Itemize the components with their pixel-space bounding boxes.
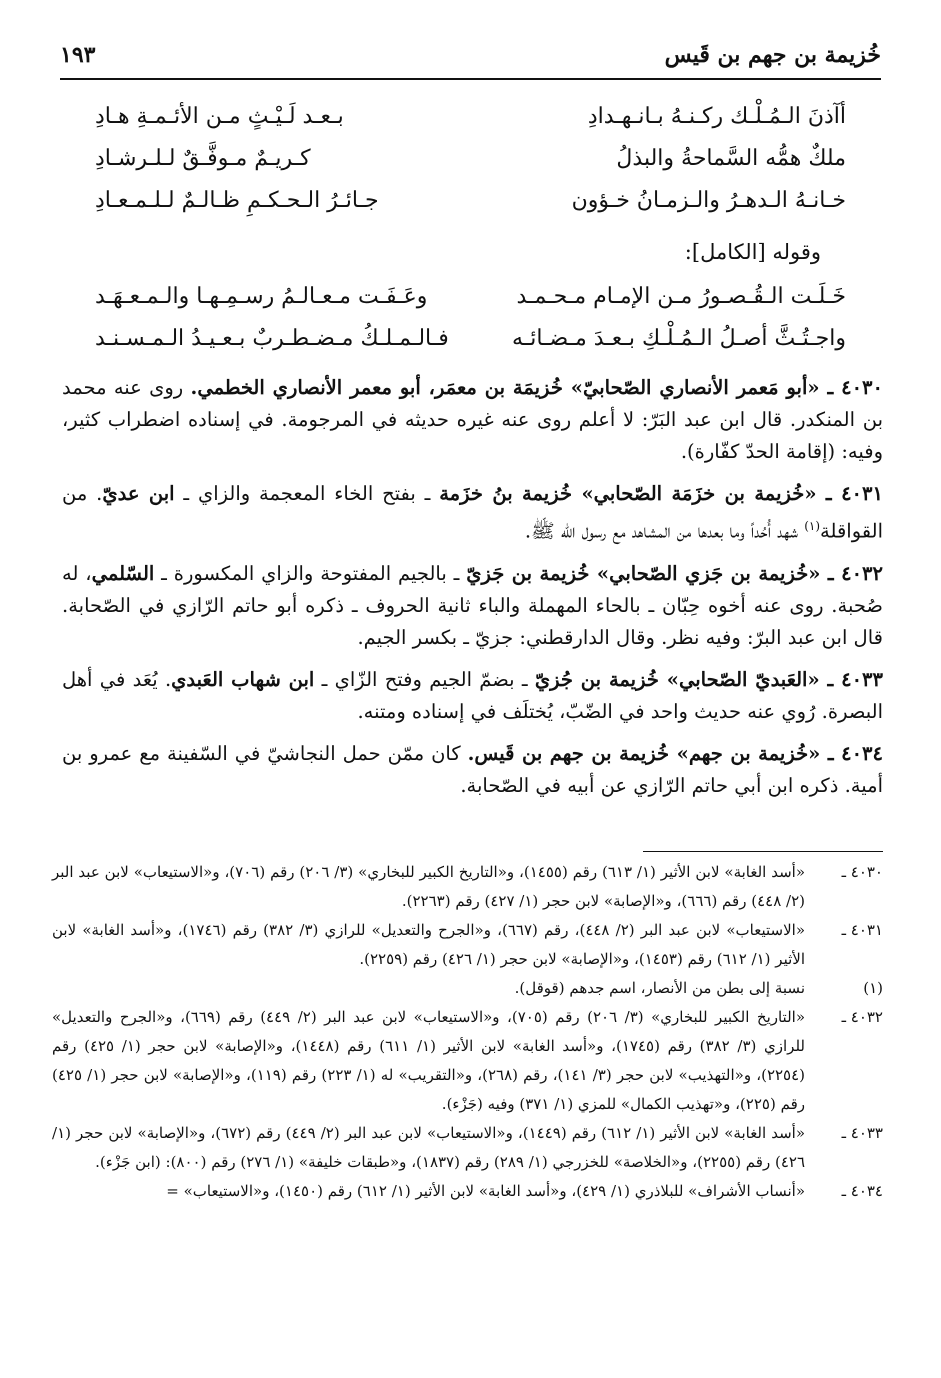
page-header xyxy=(60,38,881,80)
footnote xyxy=(52,858,883,916)
entry-4032 xyxy=(62,558,883,654)
entry-body: ـ بفتح الخاء المعجمة والزاي ـ xyxy=(174,482,440,505)
verse-first-hemistich: خـانـهُ الـدهـرُ والـزمـانُ خـؤون xyxy=(571,188,846,213)
entry-body: ـ بضمّ الجيم وفتح الزّاي ـ xyxy=(314,667,535,691)
verse-second-hemistich: جـائـرُ الـحـكـمِ ظـالـمٌ لـلـمـعـادِ xyxy=(95,188,379,213)
entry-body: شهد أُحُداً وما بعدها من المشاهد مع رسول الله ﷺ. xyxy=(524,519,805,543)
verse-first-hemistich: ملكٌ همُّه السَّماحةُ والبذلُ xyxy=(616,146,846,171)
poem-second xyxy=(95,284,846,368)
footnote-number: ٤٠٣٣ ـ xyxy=(841,1124,883,1142)
entry-heading: ٤٠٣٤ ـ «خُزيمة بن جهم» خُزيمة بن جهم بن قَيس. xyxy=(467,741,883,765)
entry-body: كان ممّن حمل النجاشيّ في السّفينة مع عمرو بن أمية. ذكره ابن أبي حاتم الرّازي عن أبيه في الصّحابة. xyxy=(62,741,883,797)
footnote xyxy=(52,1003,883,1119)
verse-second-hemistich: فـالـمـلـكُ مـضـطـربٌ بـعـيـدُ الـمـسـنـد xyxy=(95,326,449,351)
entry-lineage: السّلمي xyxy=(91,561,155,585)
footnote-number: ٤٠٣١ ـ xyxy=(841,921,883,939)
verse xyxy=(95,326,846,368)
running-title: خُزيمة بن جهم بن قَيس xyxy=(664,42,881,68)
entry-body: . يُعَد في أهل البصرة. رُوي عنه حديث واحد في الضّبّ، يُختلَف في إسناده ومتنه. xyxy=(62,667,883,723)
footnote-text: «أسد الغابة» لابن الأثير (١/ ٦١٢) رقم (١٤٤٩)، و«الاستيعاب» لابن عبد البر (٢/ ٤٤٩) رقم (٦٧٢)، و«الإصابة» لابن حجر (١/ ٤٢٦) رقم (٢٢٥٥)، و«الخلاصة» للخزرجي (١/ ٢٨٩) رقم (١٨٣٧)، و«طبقات خليفة» (١/ ٢٧٦) رقم (٨٠٠): (ابن جَزْء). xyxy=(52,1124,806,1171)
verse-first-hemistich: أآذنَ الـمُـلْـك ركـنـهُ بـانـهـدادِ xyxy=(587,104,846,129)
verse xyxy=(95,188,846,230)
footnote-marker[interactable]: (١) xyxy=(804,519,821,533)
entry-heading: ٤٠٣١ ـ «خُزيمة بن خزَمَة الصّحابي» خُزيمة بنُ خزَمة xyxy=(439,482,883,505)
footnote-text: «الاستيعاب» لابن عبد البر (٢/ ٤٤٨)، رقم (٦٦٧)، و«الجرح والتعديل» للرازي (٣/ ٣٨٢) رقم (١٧٤٦)، و«أسد الغابة» لابن الأثير (١/ ٦١٢) رقم (١٤٥٣)، و«الإصابة» لابن حجر (١/ ٤٢٦) رقم (٢٢٥٩). xyxy=(52,921,805,968)
entry-4033 xyxy=(62,664,883,728)
footnote-text: «التاريخ الكبير للبخاري» (٣/ ٢٠٦) رقم (٧٠٥)، و«الاستيعاب» لابن عبد البر (٢/ ٤٤٩) رقم (٦٦٩)، و«الجرح والتعديل» للرازي (٣/ ٣٨٢) رقم (١٧٤٥)، و«أسد الغابة» لابن الأثير (١/ ٦١١) رقم (١٤٤٨)، و«الإصابة» لابن حجر (١/ ٤٢٥) رقم (٢٢٥٤)، و«التهذيب» لابن حجر (٣/ ١٤١)، رقم (٢٦٨)، و«التقريب» له (١/ ٢٢٣) رقم (١١٩)، و«الإصابة» لابن حجر (١/ ٤٢٥) رقم (٢٢٥)، و«تهذيب الكمال» للمزي (١/ ٣٧١) وفيه (جَزْء). xyxy=(52,1008,806,1113)
entry-heading: ٤٠٣٣ ـ «العَبديّ الصّحابي» خُزيمة بن جُزيّ xyxy=(534,667,883,691)
verse xyxy=(95,146,846,188)
entry-body: ، له صُحبة. روى عنه أخوه حِبّان ـ بالحاء المهملة والباء ثانية الحروف ـ ذكره أبو حاتم الرّازي في الصّحابة. قال ابن عبد البرّ: وفيه نظر. وقال الدارقطني: جزيّ ـ بكسر الجيم. xyxy=(62,561,883,649)
biography-entries xyxy=(62,372,883,812)
footnotes xyxy=(52,858,883,1206)
poem-intro-line: وقوله [الكامل]: xyxy=(684,240,821,264)
verse-second-hemistich: وعَـفَـت مـعـالـمُ رسـمِـهـا والـمـعـهَـد xyxy=(95,284,428,309)
entry-4031 xyxy=(62,478,883,548)
verse xyxy=(95,104,846,146)
footnote-text: «أنساب الأشراف» للبلاذري (١/ ٤٢٩)، و«أسد الغابة» لابن الأثير (١/ ٦١٢) رقم (١٤٥٠)، و«الاستيعاب» = xyxy=(166,1182,805,1200)
entry-4030 xyxy=(62,372,883,468)
footnote-number: ٤٠٣٤ ـ xyxy=(841,1182,883,1200)
entry-4034 xyxy=(62,738,883,802)
verse-second-hemistich: بـعـد لَـيْـثٍ مـن الأئـمـةِ هـادِ xyxy=(95,104,344,129)
entry-heading: ٤٠٣٠ ـ «أبو مَعمر الأنصاري الصّحابيّ» خُزيمَة بن معمَر، أبو معمر الأنصاري الخطمي. xyxy=(190,376,883,399)
poem-first xyxy=(95,104,846,230)
entry-body: ـ بالجيم المفتوحة والزاي المكسورة ـ xyxy=(154,561,467,585)
entry-heading: ٤٠٣٢ ـ «خُزيمة بن جَزي الصّحابي» خُزيمة بن جَزيّ xyxy=(466,561,884,585)
verse-first-hemistich: خَـلَـت الـقُـصـورُ مـن الإمـام مـحـمـد xyxy=(516,284,846,309)
verse xyxy=(95,284,846,326)
footnote xyxy=(52,1177,883,1206)
footnote-separator xyxy=(643,851,883,852)
footnote xyxy=(52,1119,883,1177)
footnote xyxy=(52,916,883,974)
verse-first-hemistich: واجـتُـثَّ أصـلُ الـمُـلْـكِ بـعـدَ مـضـائـه xyxy=(511,326,846,351)
footnote-text: «أسد الغابة» لابن الأثير (١/ ٦١٣) رقم (١٤٥٥)، و«التاريخ الكبير للبخاري» (٣/ ٢٠٦) رقم (٧٠٦)، و«الاستيعاب» لابن عبد البر (٢/ ٤٤٨) رقم (٦٦٦)، و«الإصابة» لابن حجر (١/ ٤٢٧) رقم (٢٢٦٣). xyxy=(52,863,806,910)
verse-second-hemistich: كـريـمٌ مـوفَّـقٌ لـلـرشـادِ xyxy=(95,146,311,171)
entry-body: روى عنه محمد بن المنكدر. قال ابن عبد البَرّ: لا أعلم روى عنه غيره حديثه في المرجومة. في إسناده اضطراب كثير، وفيه: (إقامة الحدّ كفّارة). xyxy=(62,376,883,463)
footnote-number: (١) xyxy=(863,979,883,997)
entry-lineage: ابن شهاب العَبدي xyxy=(171,667,315,691)
footnote-text: نسبة إلى بطن من الأنصار، اسم جدهم (قوقل). xyxy=(514,979,805,997)
footnote-number: ٤٠٣٠ ـ xyxy=(841,863,883,881)
entry-lineage: ابن عديّ xyxy=(102,482,175,505)
footnote xyxy=(52,974,883,1003)
entry-body: . من القواقلة xyxy=(62,482,883,543)
footnote-number: ٤٠٣٢ ـ xyxy=(841,1008,883,1026)
page-number: ١٩٣ xyxy=(60,42,96,68)
